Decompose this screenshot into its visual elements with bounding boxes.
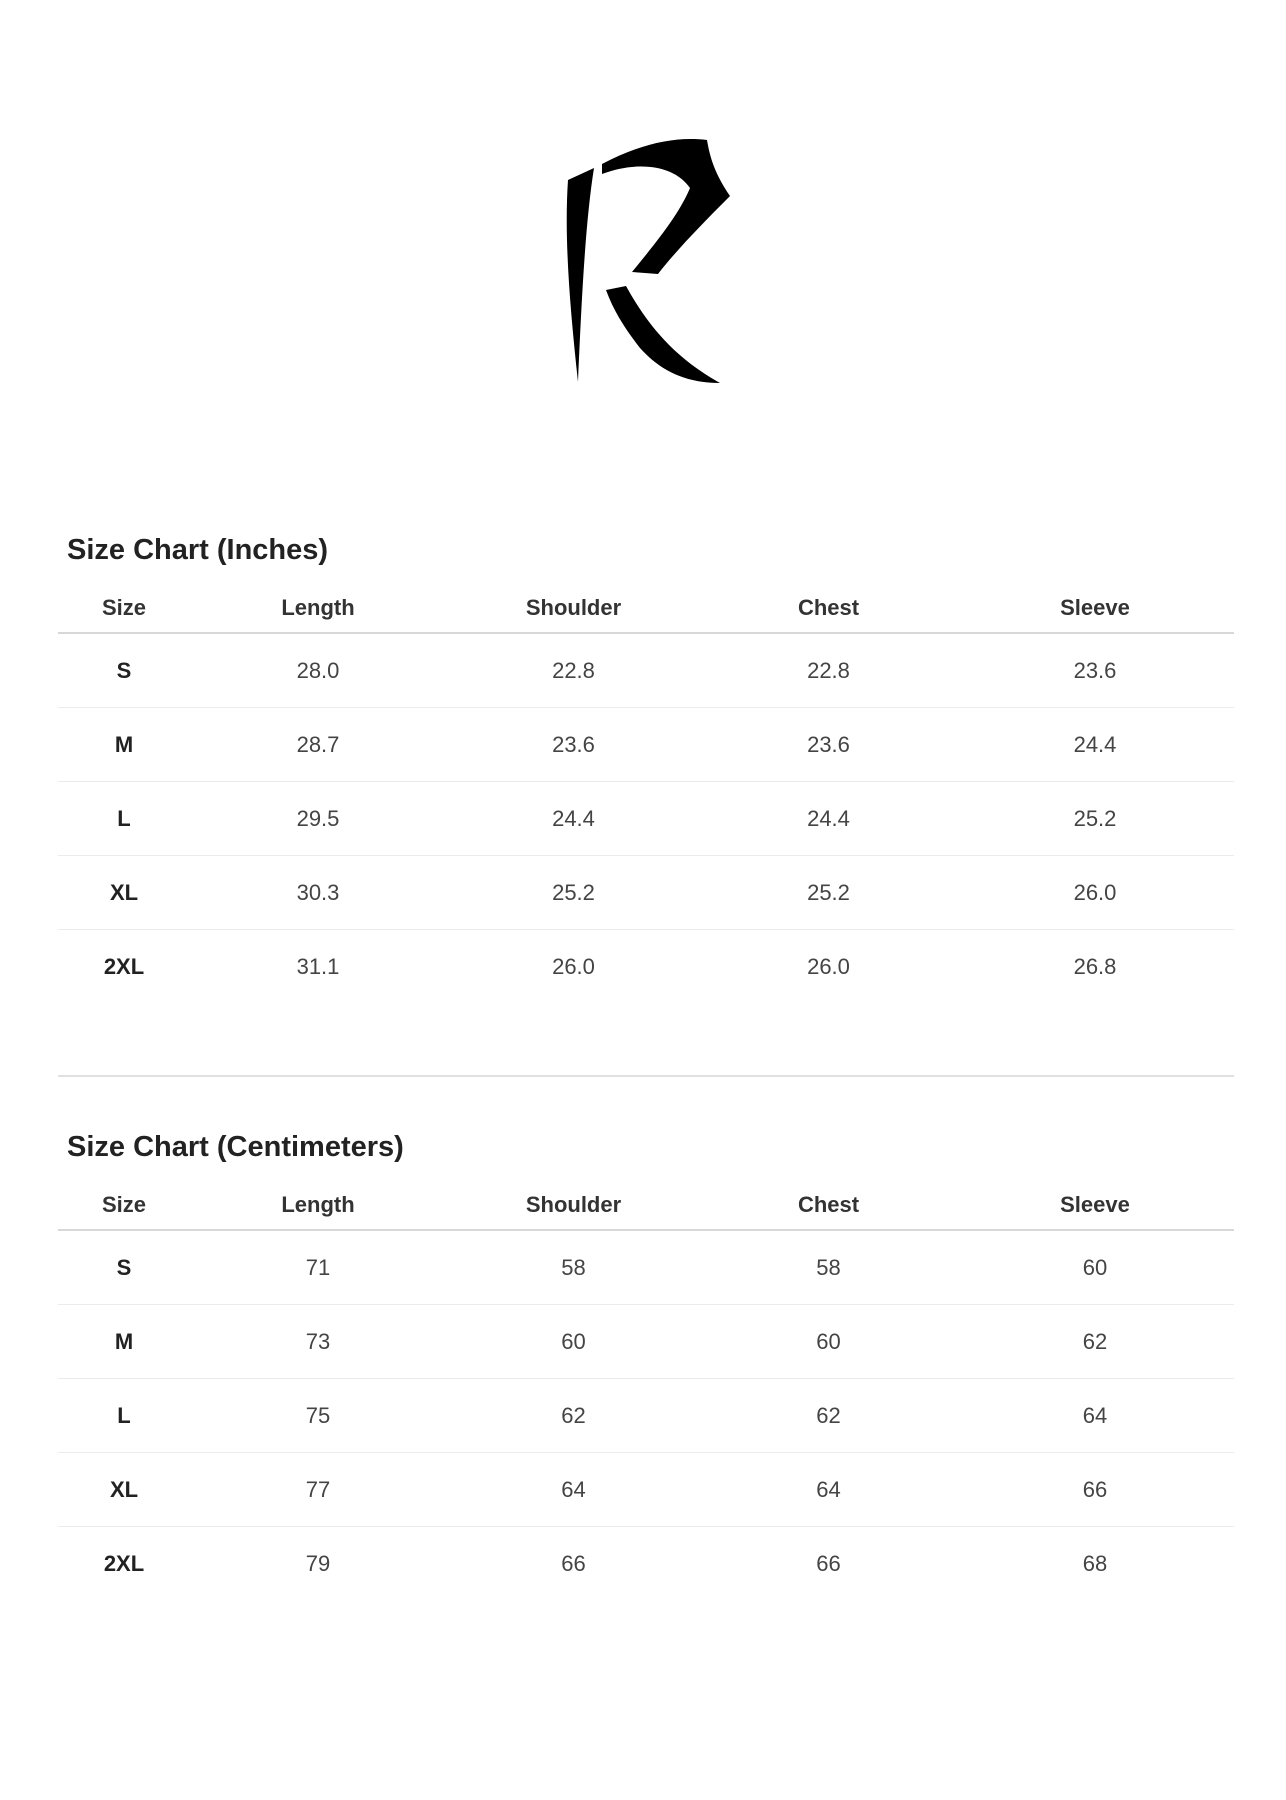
size-chart-centimeters-title: Size Chart (Centimeters) (67, 1131, 404, 1163)
cell-shoulder: 24.4 (446, 782, 701, 856)
cell-chest: 64 (701, 1453, 956, 1527)
cell-sleeve: 23.6 (956, 633, 1234, 708)
cell-chest: 23.6 (701, 708, 956, 782)
cell-shoulder: 26.0 (552, 953, 595, 979)
cell-size: XL (58, 1453, 190, 1527)
size-chart-inches-title: Size Chart (Inches) (67, 534, 329, 566)
header-shoulder: Shoulder (446, 584, 701, 633)
cell-chest: 58 (701, 1230, 956, 1305)
cell-length: 75 (190, 1379, 446, 1453)
cell-shoulder: 62 (446, 1379, 701, 1453)
table-row (58, 930, 1234, 1004)
cell-length: 79 (305, 1550, 331, 1576)
table-row (58, 1230, 1234, 1305)
cell-sleeve: 68 (1082, 1550, 1108, 1576)
table-header-row (58, 584, 1234, 633)
header-length: Length (190, 584, 446, 633)
table-row (58, 782, 1234, 856)
header-size: Size (58, 584, 190, 633)
table-header-row (58, 1181, 1234, 1230)
cell-size: S (58, 1230, 190, 1305)
cell-shoulder: 25.2 (446, 856, 701, 930)
cell-chest: 22.8 (701, 633, 956, 708)
table-row (58, 708, 1234, 782)
header-chest: Chest (701, 584, 956, 633)
cell-size: 2XL (103, 1550, 145, 1576)
cell-sleeve: 26.8 (1073, 953, 1117, 979)
size-chart-inches-table (58, 584, 1234, 1003)
cell-shoulder: 23.6 (446, 708, 701, 782)
cell-shoulder: 60 (446, 1305, 701, 1379)
cell-length: 29.5 (190, 782, 446, 856)
cell-chest: 25.2 (701, 856, 956, 930)
cell-shoulder: 22.8 (446, 633, 701, 708)
cell-size: S (58, 633, 190, 708)
cell-shoulder: 66 (561, 1550, 586, 1576)
table-row (58, 1305, 1234, 1379)
header-sleeve: Sleeve (956, 1181, 1234, 1230)
header-chest: Chest (701, 1181, 956, 1230)
cell-length: 31.1 (296, 953, 340, 979)
table-row (58, 856, 1234, 930)
table-row (58, 633, 1234, 708)
size-chart-inches-section (58, 530, 1234, 1003)
table-row (58, 1379, 1234, 1453)
cell-size: M (58, 1305, 190, 1379)
brand-r-logo-icon (560, 138, 735, 383)
cell-size: 2XL (103, 953, 145, 979)
cell-shoulder: 64 (446, 1453, 701, 1527)
header-length: Length (190, 1181, 446, 1230)
cell-length: 28.0 (190, 633, 446, 708)
cell-sleeve: 66 (956, 1453, 1234, 1527)
cell-size: M (58, 708, 190, 782)
cell-chest: 24.4 (701, 782, 956, 856)
cell-sleeve: 60 (956, 1230, 1234, 1305)
cell-length: 30.3 (190, 856, 446, 930)
cell-sleeve: 25.2 (956, 782, 1234, 856)
cell-size: XL (58, 856, 190, 930)
header-shoulder: Shoulder (446, 1181, 701, 1230)
cell-size: L (58, 782, 190, 856)
header-size: Size (58, 1181, 190, 1230)
cell-sleeve: 24.4 (956, 708, 1234, 782)
cell-sleeve: 26.0 (956, 856, 1234, 930)
size-chart-centimeters-table (58, 1181, 1234, 1600)
cell-length: 28.7 (190, 708, 446, 782)
size-chart-centimeters-section (58, 1127, 1234, 1600)
cell-length: 71 (190, 1230, 446, 1305)
header-sleeve: Sleeve (956, 584, 1234, 633)
cell-chest: 26.0 (807, 953, 850, 979)
table-row (58, 1527, 1234, 1601)
cell-sleeve: 64 (956, 1379, 1234, 1453)
cell-chest: 66 (816, 1550, 841, 1576)
table-row (58, 1453, 1234, 1527)
cell-size: L (58, 1379, 190, 1453)
cell-chest: 62 (701, 1379, 956, 1453)
cell-shoulder: 58 (446, 1230, 701, 1305)
cell-length: 73 (190, 1305, 446, 1379)
section-divider (58, 1075, 1234, 1077)
cell-length: 77 (190, 1453, 446, 1527)
cell-sleeve: 62 (956, 1305, 1234, 1379)
cell-chest: 60 (701, 1305, 956, 1379)
